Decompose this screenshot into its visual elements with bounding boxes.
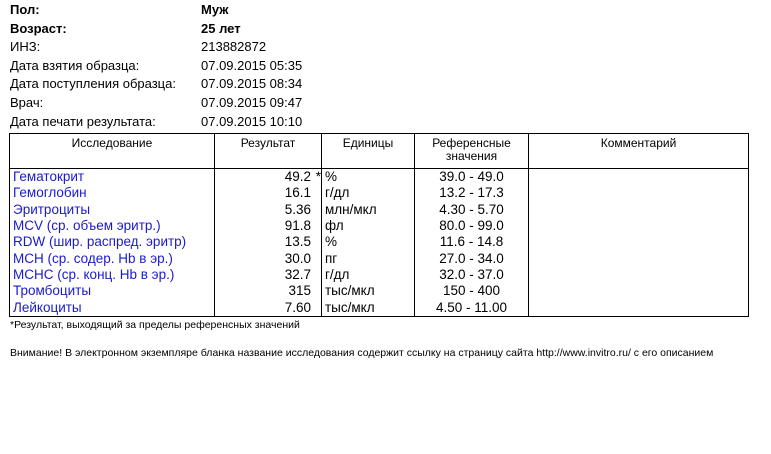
reference-cell: 13.2 - 17.3 [415, 185, 529, 201]
test-name-link[interactable]: MCH (ср. содер. Hb в эр.) [10, 250, 215, 266]
result-cell [215, 185, 322, 201]
header-reference [415, 134, 529, 169]
results-table [9, 133, 749, 317]
sample-taken-value: 07.09.2015 05:35 [201, 57, 303, 73]
reference-cell: 4.50 - 11.00 [415, 299, 529, 316]
unit-cell: фл [322, 218, 415, 234]
comment-cell [529, 169, 749, 186]
table-row [10, 185, 749, 201]
doctor-value: 07.09.2015 09:47 [201, 94, 303, 110]
table-row [10, 267, 749, 283]
result-cell [215, 202, 322, 218]
reference-cell: 39.0 - 49.0 [415, 169, 529, 186]
comment-cell [529, 234, 749, 250]
sample-received-value: 07.09.2015 08:34 [201, 76, 303, 92]
result-value: 30.0 [284, 250, 311, 266]
reference-cell: 4.30 - 5.70 [415, 202, 529, 218]
reference-cell: 27.0 - 34.0 [415, 250, 529, 266]
comment-cell [529, 250, 749, 266]
header-reference-line1: Референсные [432, 136, 511, 150]
unit-cell: г/дл [322, 267, 415, 283]
notice-text: Внимание! В электронном экземпляре бланка название исследования содержит ссылку на страницу сайта [10, 347, 537, 359]
test-name-link[interactable]: Тромбоциты [10, 283, 215, 299]
sex-label: Пол: [10, 2, 40, 17]
header-units: Единицы [322, 134, 415, 169]
reference-cell: 32.0 - 37.0 [415, 267, 529, 283]
unit-cell: % [322, 169, 415, 186]
unit-cell: % [322, 234, 415, 250]
test-name-link[interactable]: RDW (шир. распред. эритр) [10, 234, 215, 250]
result-cell [215, 283, 322, 299]
age-label: Возраст: [10, 20, 67, 36]
unit-cell: пг [322, 250, 415, 266]
table-row [10, 299, 749, 316]
reference-cell: 150 - 400 [415, 283, 529, 299]
doctor-label: Врач: [10, 94, 44, 110]
unit-cell: тыс/мкл [322, 299, 415, 316]
table-row [10, 234, 749, 250]
result-value: 16.1 [284, 185, 311, 201]
reference-cell: 80.0 - 99.0 [415, 218, 529, 234]
unit-cell: г/дл [322, 185, 415, 201]
result-value: 13.5 [284, 234, 311, 250]
test-name-link[interactable]: Гематокрит [10, 169, 215, 186]
test-name-link[interactable]: MCV (ср. объем эритр.) [10, 218, 215, 234]
print-date-value: 07.09.2015 10:10 [201, 113, 303, 129]
comment-cell [529, 185, 749, 201]
inz-value: 213882872 [201, 39, 267, 55]
test-name-link[interactable]: Гемоглобин [10, 185, 215, 201]
test-name-link[interactable]: Лейкоциты [10, 299, 215, 316]
footnote: *Результат, выходящий за пределы референсных значений [10, 319, 300, 331]
result-value: 7.60 [284, 299, 311, 315]
test-name-link[interactable]: MCHC (ср. конц. Hb в эр.) [10, 267, 215, 283]
notice [10, 346, 713, 360]
result-value: 32.7 [284, 266, 311, 282]
table-row [10, 250, 749, 266]
sample-taken-label: Дата взятия образца: [10, 57, 140, 73]
results-body [10, 169, 749, 317]
result-cell [215, 267, 322, 283]
sex-value: Муж [201, 2, 229, 17]
table-row [10, 169, 749, 186]
sample-received-label: Дата поступления образца: [10, 76, 176, 92]
result-value: 49.2 [284, 169, 311, 185]
result-value: 5.36 [284, 201, 311, 217]
result-value: 91.8 [284, 218, 311, 234]
reference-cell: 11.6 - 14.8 [415, 234, 529, 250]
inz-label: ИНЗ: [10, 39, 41, 55]
test-name-link[interactable]: Эритроциты [10, 202, 215, 218]
unit-cell: млн/мкл [322, 202, 415, 218]
result-cell [215, 250, 322, 266]
header-test: Исследование [10, 134, 215, 169]
invitro-link[interactable]: http://www.invitro.ru/ [536, 347, 631, 359]
out-of-range-flag: * [315, 169, 321, 184]
header-comment: Комментарий [529, 134, 749, 169]
notice-text-end: с его описанием [630, 347, 714, 359]
comment-cell [529, 299, 749, 316]
comment-cell [529, 218, 749, 234]
result-cell [215, 218, 322, 234]
print-date-label: Дата печати результата: [10, 113, 156, 129]
table-header-row [10, 134, 749, 169]
comment-cell [529, 267, 749, 283]
age-value: 25 лет [201, 20, 241, 36]
table-row [10, 202, 749, 218]
comment-cell [529, 283, 749, 299]
unit-cell: тыс/мкл [322, 283, 415, 299]
result-cell [215, 299, 322, 316]
result-value: 315 [288, 283, 311, 299]
header-result: Результат [215, 134, 322, 169]
header-reference-line2: значения [445, 149, 498, 163]
result-cell [215, 234, 322, 250]
table-row [10, 283, 749, 299]
table-row [10, 218, 749, 234]
comment-cell [529, 202, 749, 218]
result-cell [215, 169, 322, 186]
